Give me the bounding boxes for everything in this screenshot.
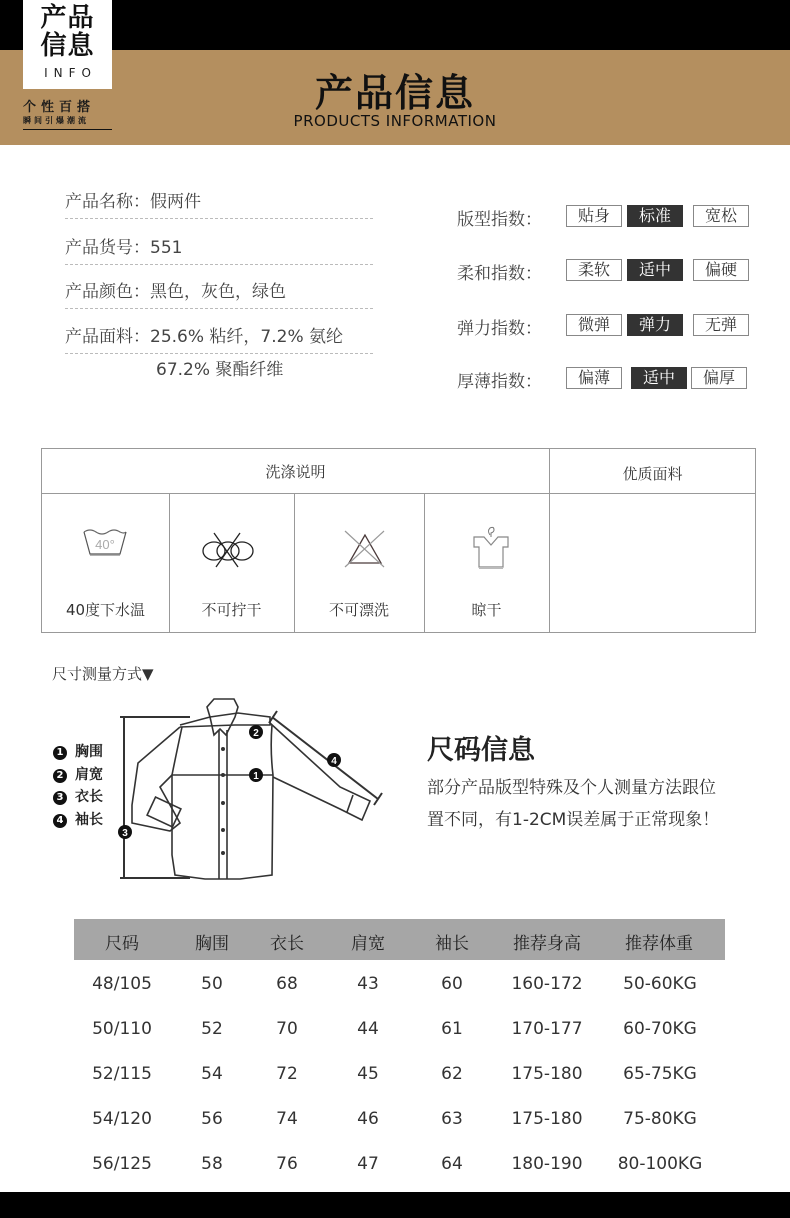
cell: 54/120 [92, 1109, 152, 1129]
legend-label: 衣长 [75, 789, 103, 805]
cell: 61 [441, 1019, 463, 1039]
info-label: 产品面料： [65, 327, 150, 347]
col-shoulder: 肩宽 [351, 934, 385, 954]
measure-markers [118, 725, 341, 839]
cell: 60 [441, 974, 463, 994]
chip-thick-medium: 适中 [631, 367, 687, 389]
col-weight: 推荐体重 [625, 934, 693, 954]
chip-fit-slim: 贴身 [566, 205, 622, 227]
cell: 45 [357, 1064, 379, 1084]
table-row [74, 1154, 725, 1176]
softness-index-label: 柔和指数： [457, 264, 542, 284]
legend-num: 1 [53, 746, 67, 760]
col-height: 推荐身高 [513, 934, 581, 954]
col-sleeve: 袖长 [435, 934, 469, 954]
info-value: 25.6% 粘纤，7.2% 氨纶 [150, 327, 344, 347]
chip-thick: 偏厚 [691, 367, 747, 389]
chip-slight-stretch: 微弹 [566, 314, 622, 336]
cell: 44 [357, 1019, 379, 1039]
page-title: 产品信息 [314, 71, 475, 115]
cell: 64 [441, 1154, 463, 1174]
cell: 58 [201, 1154, 223, 1174]
info-fabric-extra: 67.2% 聚酯纤维 [156, 360, 284, 380]
cell: 54 [201, 1064, 223, 1084]
info-label: 产品货号： [65, 238, 150, 258]
legend-chest [53, 741, 103, 761]
size-info-desc-1: 部分产品版型特殊及个人测量方法跟位 [427, 778, 716, 798]
legend-shoulder [53, 764, 103, 784]
info-color [65, 277, 373, 309]
header-black-band [0, 0, 790, 50]
col-size: 尺码 [105, 934, 139, 954]
legend-label: 袖长 [75, 812, 103, 828]
cell: 68 [276, 974, 298, 994]
chip-thin: 偏薄 [566, 367, 622, 389]
info-label: 产品名称： [65, 192, 150, 212]
chip-fit-standard: 标准 [627, 205, 683, 227]
chip-no-stretch: 无弹 [693, 314, 749, 336]
care-label-wash: 40度下水温 [65, 601, 146, 619]
slogan-main: 个性百搭 [23, 100, 96, 115]
cell: 175-180 [511, 1064, 583, 1084]
cell: 160-172 [511, 974, 583, 994]
svg-text:40°: 40° [95, 537, 115, 552]
cell: 72 [276, 1064, 298, 1084]
cell: 76 [276, 1154, 298, 1174]
logo-info: INFO [44, 66, 97, 80]
elastic-index-label: 弹力指数： [457, 319, 542, 339]
cell: 70 [276, 1019, 298, 1039]
cell: 65-75KG [623, 1064, 697, 1084]
cell: 50-60KG [623, 974, 697, 994]
slogan-sub: 瞬间引爆潮流 [23, 116, 89, 125]
measure-title: 尺寸测量方式▼ [52, 665, 154, 683]
cell: 50/110 [92, 1019, 152, 1039]
info-value: 假两件 [150, 192, 201, 212]
cell: 46 [357, 1109, 379, 1129]
cell: 63 [441, 1109, 463, 1129]
col-length: 衣长 [270, 934, 304, 954]
footer-bar [0, 1192, 790, 1218]
cell: 56/125 [92, 1154, 152, 1174]
cell: 62 [441, 1064, 463, 1084]
svg-text:1: 1 [253, 771, 259, 782]
info-value: 黑色，灰色，绿色 [150, 282, 286, 302]
no-wring-icon [200, 529, 256, 569]
size-info-title: 尺码信息 [427, 735, 535, 766]
size-info-desc-2: 置不同，有1-2CM误差属于正常现象！ [427, 810, 720, 830]
wash-40-icon [80, 524, 130, 560]
cell: 50 [201, 974, 223, 994]
cell: 43 [357, 974, 379, 994]
logo-line-1: 产品 [40, 3, 95, 33]
chip-hard: 偏硬 [693, 259, 749, 281]
info-sku [65, 233, 373, 265]
cell: 175-180 [511, 1109, 583, 1129]
legend-label: 胸围 [75, 744, 103, 760]
legend-length [53, 786, 103, 806]
table-row [74, 974, 725, 996]
care-table [41, 448, 756, 633]
chip-soft-medium: 适中 [627, 259, 683, 281]
page-subtitle: PRODUCTS INFORMATION [293, 112, 497, 130]
cell: 48/105 [92, 974, 152, 994]
no-bleach-icon [342, 527, 388, 569]
svg-text:2: 2 [253, 728, 259, 739]
chip-soft: 柔软 [566, 259, 622, 281]
cell: 74 [276, 1109, 298, 1129]
chip-fit-loose: 宽松 [693, 205, 749, 227]
cell: 60-70KG [623, 1019, 697, 1039]
col-chest: 胸围 [195, 934, 229, 954]
care-label-no-bleach: 不可漂洗 [328, 601, 389, 619]
legend-num: 2 [53, 769, 67, 783]
size-table-header [74, 919, 725, 960]
cell: 75-80KG [623, 1109, 697, 1129]
cell: 180-190 [511, 1154, 583, 1174]
info-value: 551 [150, 238, 183, 258]
legend-sleeve [53, 809, 103, 829]
chip-stretch: 弹力 [627, 314, 683, 336]
fit-index-label: 版型指数： [457, 210, 542, 230]
logo-line-2: 信息 [40, 31, 95, 61]
legend-label: 肩宽 [75, 767, 103, 783]
hang-dry-icon [470, 523, 512, 571]
table-row [74, 1109, 725, 1131]
care-label-hang-dry: 晾干 [471, 601, 502, 619]
shirt-measure-diagram [110, 695, 400, 890]
logo-text [23, 4, 112, 60]
thickness-index-label: 厚薄指数： [457, 372, 542, 392]
legend-num: 4 [53, 814, 67, 828]
cell: 80-100KG [617, 1154, 703, 1174]
cell: 52 [201, 1019, 223, 1039]
svg-text:4: 4 [331, 756, 337, 767]
cell: 170-177 [511, 1019, 583, 1039]
cell: 56 [201, 1109, 223, 1129]
table-row [74, 1064, 725, 1086]
table-row [74, 1019, 725, 1041]
care-label-no-wring: 不可拧干 [201, 601, 262, 619]
info-name [65, 187, 373, 219]
care-header-fabric: 优质面料 [622, 465, 683, 483]
svg-text:3: 3 [122, 828, 128, 839]
cell: 47 [357, 1154, 379, 1174]
legend-num: 3 [53, 791, 67, 805]
cell: 52/115 [92, 1064, 152, 1084]
care-header-wash: 洗涤说明 [265, 463, 326, 481]
info-fabric [65, 322, 373, 354]
info-label: 产品颜色： [65, 282, 150, 302]
